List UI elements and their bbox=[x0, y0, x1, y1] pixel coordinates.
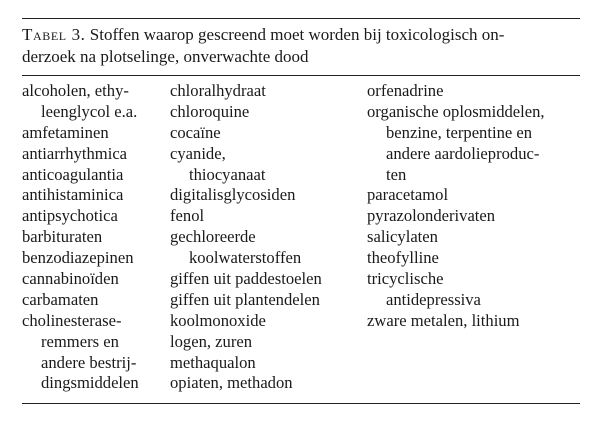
table-entry: fenol bbox=[170, 206, 205, 226]
table-entry: andere aardolieproduc- bbox=[386, 143, 540, 163]
table-entry: organische oplosmiddelen, bbox=[367, 101, 545, 121]
table-entry: anticoagulantia bbox=[22, 164, 124, 184]
table-entry: cocaïne bbox=[170, 122, 221, 142]
caption-line-1 bbox=[22, 24, 582, 46]
table-entry: zware metalen, lithium bbox=[367, 310, 520, 330]
table-entry: antiarrhythmica bbox=[22, 143, 128, 163]
table-entry: giffen uit plantendelen bbox=[170, 289, 320, 309]
table-entry: benzodiazepinen bbox=[22, 248, 134, 268]
table-entry: dingsmiddelen bbox=[41, 373, 139, 393]
table-entry: paracetamol bbox=[367, 185, 449, 205]
table-entry: amfetaminen bbox=[22, 122, 109, 142]
table-top-rule bbox=[22, 18, 580, 19]
table-entry: pyrazolonderivaten bbox=[367, 206, 496, 226]
table-entry: opiaten, methadon bbox=[170, 373, 293, 393]
table-header-rule bbox=[22, 75, 580, 76]
table-entry: antidepressiva bbox=[386, 289, 481, 309]
table-entry: gechloreerde bbox=[170, 227, 256, 247]
table-entry: andere bestrij- bbox=[41, 352, 137, 372]
table-entry: barbituraten bbox=[22, 227, 103, 247]
table-entry: antihistaminica bbox=[22, 185, 124, 205]
caption-line-2: derzoek na plotselinge, onverwachte dood bbox=[22, 47, 309, 66]
table-entry: benzine, terpentine en bbox=[386, 122, 533, 142]
table-column-1 bbox=[22, 81, 139, 394]
table-entry: giffen uit paddestoelen bbox=[170, 269, 322, 289]
table-entry: leenglycol e.a. bbox=[41, 101, 138, 121]
table-entry: koolmonoxide bbox=[170, 310, 266, 330]
table-entry: thiocyanaat bbox=[189, 164, 266, 184]
table-entry: digitalisglycosiden bbox=[170, 185, 296, 205]
table-column-3 bbox=[367, 81, 545, 332]
table-entry: logen, zuren bbox=[170, 331, 253, 351]
table-entry: methaqualon bbox=[170, 352, 256, 372]
table-entry: antipsychotica bbox=[22, 206, 118, 226]
table-entry: ten bbox=[386, 164, 407, 184]
table-entry: cholinesterase- bbox=[22, 310, 122, 330]
table-entry: carbamaten bbox=[22, 289, 99, 309]
table-entry: chloroquine bbox=[170, 101, 250, 121]
table-bottom-rule bbox=[22, 403, 580, 404]
table-column-2 bbox=[170, 81, 322, 394]
table-entry: koolwaterstoffen bbox=[189, 248, 302, 268]
table-entry: remmers en bbox=[41, 331, 119, 351]
table-entry: orfenadrine bbox=[367, 81, 444, 100]
caption-title: Stoffen waarop gescreend moet worden bij toxicologisch on- bbox=[89, 25, 505, 44]
table-entry: theofylline bbox=[367, 248, 439, 268]
table-label: Tabel 3. bbox=[22, 25, 86, 44]
table-entry: cannabinoïden bbox=[22, 269, 119, 289]
table-entry: alcoholen, ethy- bbox=[22, 81, 129, 100]
table-entry: tricyclische bbox=[367, 269, 444, 289]
table-caption bbox=[22, 24, 582, 68]
table-entry: chloralhydraat bbox=[170, 81, 266, 100]
table-entry: cyanide, bbox=[170, 143, 226, 163]
table-entry: salicylaten bbox=[367, 227, 438, 247]
